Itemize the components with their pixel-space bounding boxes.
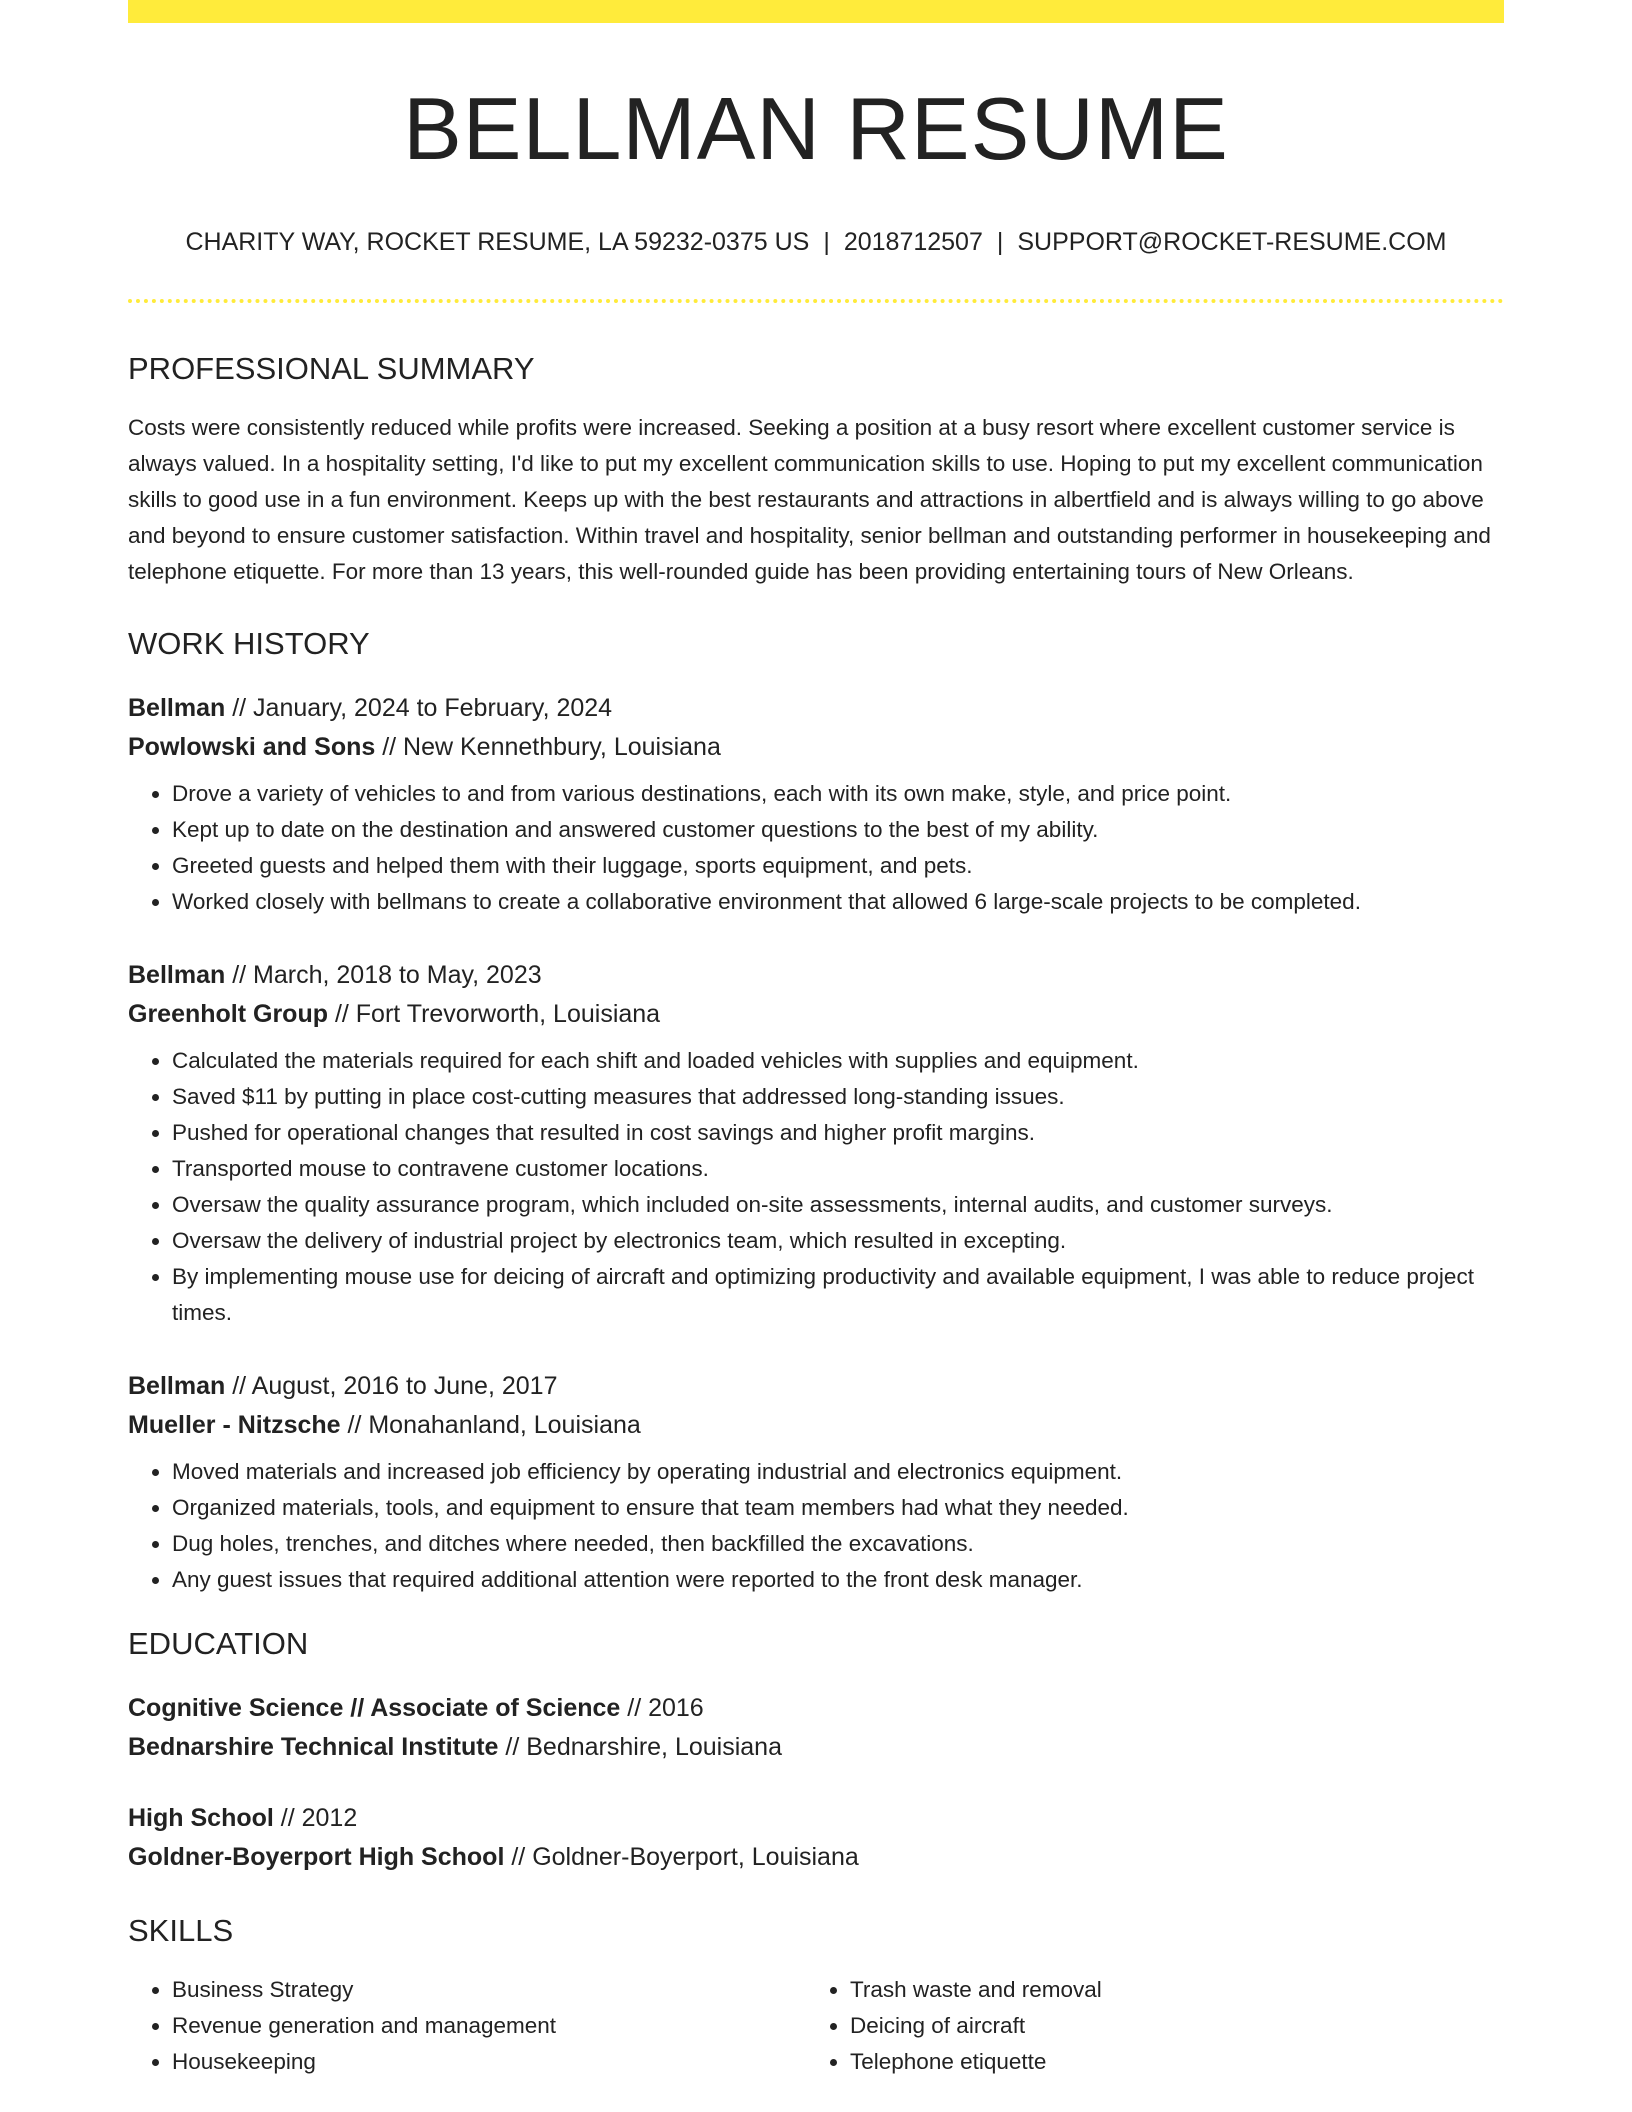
section-title-education: EDUCATION xyxy=(128,1626,309,1661)
section-title-work-history: WORK HISTORY xyxy=(128,626,370,661)
job-entry xyxy=(128,956,1504,1331)
education-school-line xyxy=(128,1728,1504,1767)
job-title-line xyxy=(128,689,1504,728)
job-bullet: • Greeted guests and helped them with their luggage, sports equipment, and pets. xyxy=(172,848,1504,884)
job-title-line xyxy=(128,1367,1504,1406)
job-title-line xyxy=(128,956,1504,995)
job-bullet: • Worked closely with bellmans to create a collaborative environment that allowed 6 large-scale projects to be completed. xyxy=(172,884,1504,920)
job-dates: // August, 2016 to June, 2017 xyxy=(225,1372,558,1400)
education-location: // Goldner-Boyerport, Louisiana xyxy=(504,1843,859,1871)
job-bullet: • Pushed for operational changes that resulted in cost savings and higher profit margins. xyxy=(172,1115,1504,1151)
job-bullet: • Kept up to date on the destination and answered customer questions to the best of my ability. xyxy=(172,812,1504,848)
job-role: Bellman xyxy=(128,694,226,722)
education-degree: Cognitive Science // Associate of Science xyxy=(128,1694,621,1722)
job-company-line xyxy=(128,1406,1504,1445)
job-company-line xyxy=(128,728,1504,767)
job-role: Bellman xyxy=(128,1372,226,1400)
skills-list-left xyxy=(128,1972,806,2080)
skill-item: • Revenue generation and management xyxy=(172,2008,806,2044)
job-company: Greenholt Group xyxy=(128,1000,328,1028)
job-entry xyxy=(128,1367,1504,1598)
section-title-summary: PROFESSIONAL SUMMARY xyxy=(128,351,535,386)
job-bullet: • Oversaw the delivery of industrial project by electronics team, which resulted in excepting. xyxy=(172,1223,1504,1259)
contact-phone: 2018712507 xyxy=(843,228,983,256)
dotted-divider xyxy=(128,299,1504,303)
skills-list-right xyxy=(806,1972,1484,2080)
job-bullet: • Saved $11 by putting in place cost-cutting measures that addressed long-standing issues. xyxy=(172,1079,1504,1115)
skill-item: • Housekeeping xyxy=(172,2044,806,2080)
skill-item: • Deicing of aircraft xyxy=(850,2008,1484,2044)
job-bullet: • Transported mouse to contravene customer locations. xyxy=(172,1151,1504,1187)
education-school: Goldner-Boyerport High School xyxy=(128,1843,505,1871)
job-bullet-list xyxy=(128,1043,1504,1331)
job-bullet: • Calculated the materials required for each shift and loaded vehicles with supplies and equipment. xyxy=(172,1043,1504,1079)
education-school-line xyxy=(128,1838,1504,1877)
contact-separator: | xyxy=(823,228,830,256)
job-location: // New Kennethbury, Louisiana xyxy=(375,733,721,761)
job-company: Mueller - Nitzsche xyxy=(128,1411,341,1439)
summary-paragraph: Costs were consistently reduced while profits were increased. Seeking a position at a busy resort where excellent customer service is always valued. In a hospitality setting, I'd like to put my excellent communication skills to use. Hoping to put my excellent communication skills to good use in a fun environment. Keeps up with the best restaurants and attractions in albertfield and is always willing to go above and beyond to ensure customer satisfaction. Within travel and hospitality, senior bellman and outstanding performer in housekeeping and telephone etiquette. For more than 13 years, this well-rounded guide has been providing entertaining tours of New Orleans. xyxy=(128,415,1491,584)
job-dates: // March, 2018 to May, 2023 xyxy=(225,961,542,989)
education-year: // 2016 xyxy=(620,1694,704,1722)
job-company-line xyxy=(128,995,1504,1034)
job-role: Bellman xyxy=(128,961,226,989)
education-location: // Bednarshire, Louisiana xyxy=(498,1733,782,1761)
job-bullet: • Drove a variety of vehicles to and from various destinations, each with its own make, style, and price point. xyxy=(172,776,1504,812)
education-entry xyxy=(128,1689,1504,1767)
skill-item: • Business Strategy xyxy=(172,1972,806,2008)
job-bullet: • Oversaw the quality assurance program, which included on-site assessments, internal audits, and customer surveys. xyxy=(172,1187,1504,1223)
contact-separator: | xyxy=(996,228,1004,256)
job-entry xyxy=(128,689,1504,920)
contact-address: CHARITY WAY, ROCKET RESUME, LA 59232-0375 US xyxy=(185,228,810,256)
job-bullet: • Organized materials, tools, and equipment to ensure that team members had what they needed. xyxy=(172,1490,1504,1526)
job-bullet: • Moved materials and increased job efficiency by operating industrial and electronics equipment. xyxy=(172,1454,1504,1490)
job-bullet-list xyxy=(128,776,1504,920)
job-bullet-list xyxy=(128,1454,1504,1598)
job-bullet: • Dug holes, trenches, and ditches where needed, then backfilled the excavations. xyxy=(172,1526,1504,1562)
job-bullet: • By implementing mouse use for deicing of aircraft and optimizing productivity and available equipment, I was able to reduce project times. xyxy=(172,1259,1504,1331)
skill-item: • Telephone etiquette xyxy=(850,2044,1484,2080)
education-degree-line xyxy=(128,1799,1504,1838)
contact-line xyxy=(128,230,1504,255)
accent-top-bar xyxy=(128,0,1504,23)
education-degree: High School xyxy=(128,1804,274,1832)
job-company: Powlowski and Sons xyxy=(128,733,376,761)
job-dates: // January, 2024 to February, 2024 xyxy=(225,694,613,722)
section-title-skills: SKILLS xyxy=(128,1913,234,1948)
job-bullet: • Any guest issues that required additional attention were reported to the front desk manager. xyxy=(172,1562,1504,1598)
education-school: Bednarshire Technical Institute xyxy=(128,1733,499,1761)
resume-page xyxy=(128,0,1504,2080)
education-entry xyxy=(128,1799,1504,1877)
job-location: // Monahanland, Louisiana xyxy=(340,1411,641,1439)
skills-columns xyxy=(128,1972,1504,2080)
education-degree-line xyxy=(128,1689,1504,1728)
resume-name: BELLMAN RESUME xyxy=(403,79,1229,178)
job-location: // Fort Trevorworth, Louisiana xyxy=(328,1000,661,1028)
education-year: // 2012 xyxy=(273,1804,358,1832)
contact-email: SUPPORT@ROCKET-RESUME.COM xyxy=(1017,228,1447,256)
skill-item: • Trash waste and removal xyxy=(850,1972,1484,2008)
